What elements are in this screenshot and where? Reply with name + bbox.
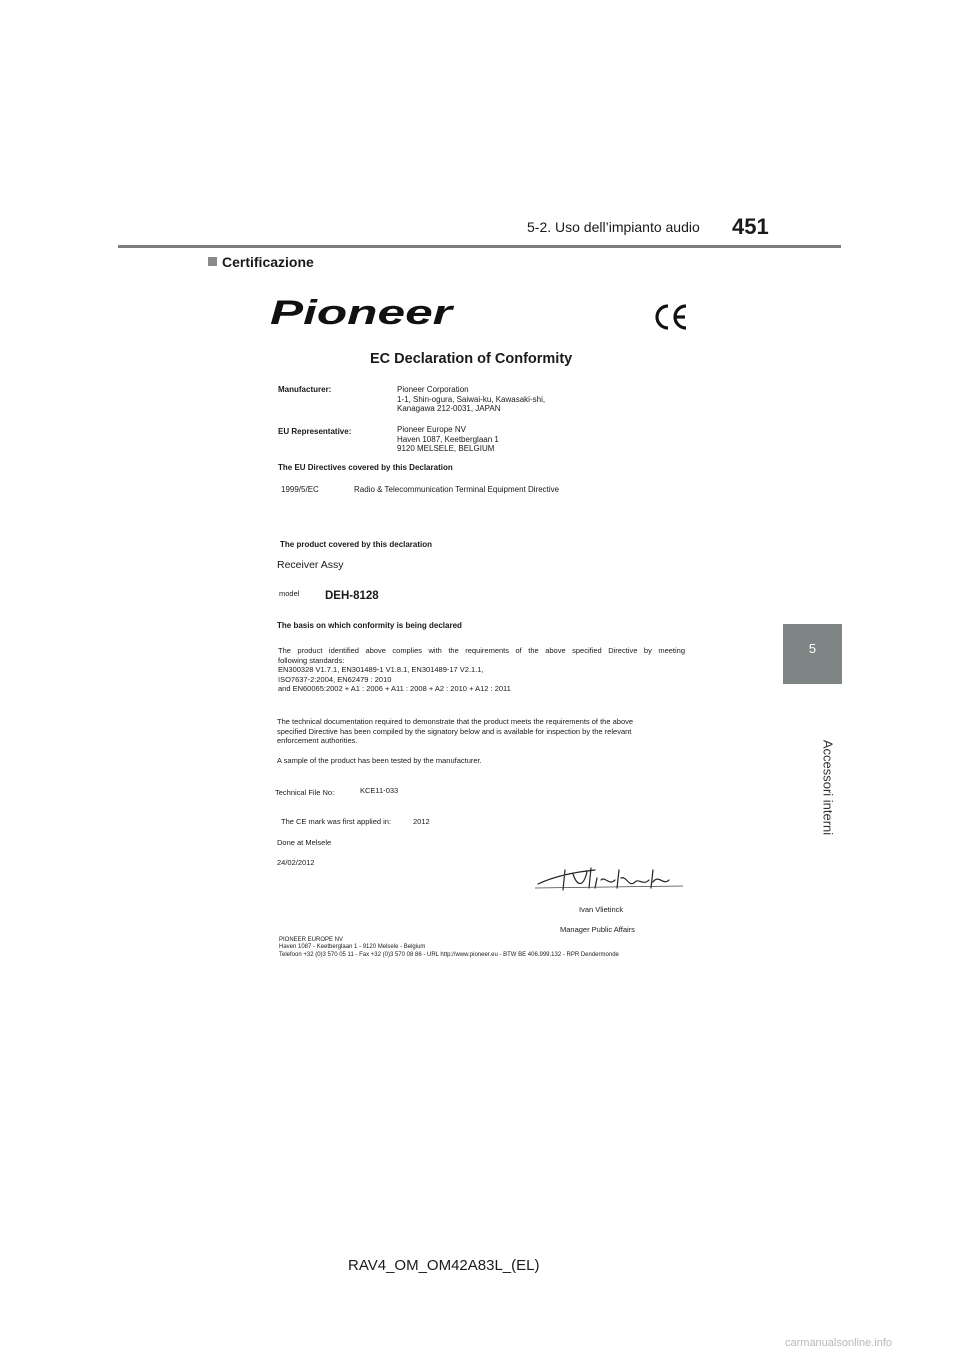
footer-line: Telefoon +32 (0)3 570 05 11 - Fax +32 (0)3 570 08 86 - URL http://www.pioneer.eu - BTW BE 406.999.132 - RPR Dendermonde [279, 951, 619, 958]
certificate-footer [279, 937, 619, 959]
chapter-label: Accessori interni [820, 739, 836, 836]
section-heading [208, 254, 314, 270]
ce-first-label: The CE mark was first applied in: [281, 817, 392, 826]
text-line: The product identified above complies with the requirements of the above specified Directive by meeting [278, 646, 685, 655]
technical-file-label: Technical File No: [275, 788, 335, 797]
manufacturer-label: Manufacturer: [278, 385, 332, 394]
product-heading: The product covered by this declaration [280, 540, 433, 549]
chapter-tab: 5 [783, 624, 842, 684]
footer-line: PIONEER EUROPE NV [279, 937, 344, 943]
address-line: 9120 MELSELE, BELGIUM [397, 444, 495, 453]
text-line: following standards: [278, 655, 345, 665]
address-line: Pioneer Corporation [397, 385, 469, 394]
footer-line: Haven 1087 - Keetberglaan 1 - 9120 Melsele - Belgium [279, 944, 426, 951]
watermark: carmanualsonline.info [785, 1337, 893, 1349]
section-heading-text: Certificazione [222, 254, 314, 270]
header-rule [118, 245, 841, 248]
signatory-title: Manager Public Affairs [560, 925, 635, 934]
product-name: Receiver Assy [277, 559, 344, 571]
certificate-title: EC Declaration of Conformity [370, 351, 573, 367]
directives-heading: The EU Directives covered by this Declaration [278, 463, 453, 472]
directive-name: Radio & Telecommunication Terminal Equipment Directive [354, 485, 560, 494]
basis-heading: The basis on which conformity is being declared [277, 621, 462, 630]
signatory-name: Ivan Vlietinck [579, 905, 624, 914]
pioneer-logo [270, 296, 455, 330]
address-line: Pioneer Europe NV [397, 425, 466, 434]
manufacturer-address [397, 385, 545, 414]
text-line: enforcement authorities. [277, 736, 358, 745]
page-number: 451 [732, 214, 769, 239]
sample-text: A sample of the product has been tested by the manufacturer. [277, 756, 482, 765]
signature-image [535, 858, 685, 896]
directive-code: 1999/5/EC [281, 485, 319, 494]
model-value: DEH-8128 [325, 590, 379, 602]
svg-text:Pioneer: Pioneer [270, 296, 455, 330]
ce-mark-icon [654, 303, 690, 331]
ce-first-value: 2012 [413, 817, 430, 826]
text-line: and EN60065:2002 + A1 : 2006 + A11 : 2008 + A2 : 2010 + A12 : 2011 [278, 684, 511, 693]
eu-representative-label: EU Representative: [278, 427, 352, 436]
text-line: specified Directive has been compiled by the signatory below and is available for inspection by the relevant [277, 726, 632, 736]
address-line: Kanagawa 212-0031, JAPAN [397, 404, 501, 413]
model-label: model [279, 589, 300, 598]
section-title: 5-2. Uso dell’impianto audio [527, 219, 700, 235]
technical-file-value: KCE11-033 [360, 786, 399, 795]
basis-text [278, 646, 685, 694]
eu-representative-address [397, 425, 499, 454]
document-code: RAV4_OM_OM42A83L_(EL) [348, 1257, 540, 1274]
text-line: EN300328 V1.7.1, EN301489-1 V1.8.1, EN301489-17 V2.1.1, [278, 665, 484, 674]
technical-text [277, 717, 633, 746]
address-line: Haven 1087, Keetberglaan 1 [397, 434, 499, 444]
text-line: The technical documentation required to demonstrate that the product meets the requirements of the above [277, 717, 634, 726]
square-bullet-icon [208, 257, 217, 266]
done-at: Done at Melsele [277, 838, 332, 847]
signature-date: 24/02/2012 [277, 858, 315, 867]
address-line: 1-1, Shin-ogura, Saiwai-ku, Kawasaki-shi, [397, 394, 546, 404]
text-line: ISO7637-2:2004, EN62479 : 2010 [278, 674, 392, 684]
